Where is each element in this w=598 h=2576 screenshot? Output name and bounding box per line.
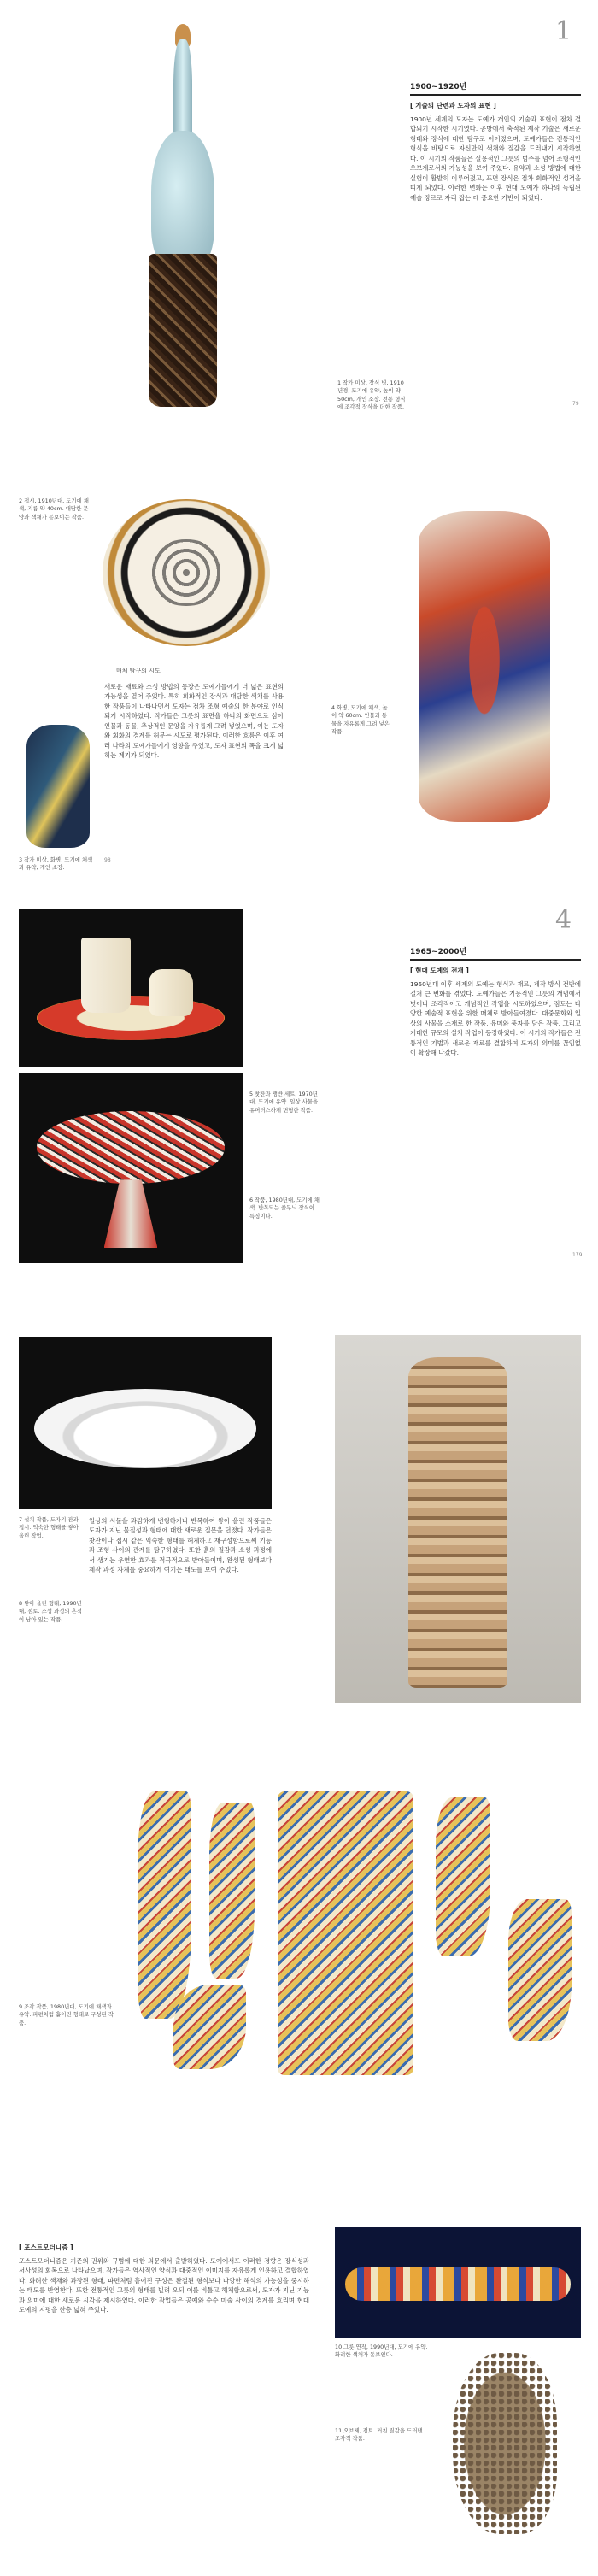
artwork-cups-installation bbox=[19, 1337, 272, 1509]
chapter-number: 4 bbox=[555, 905, 572, 935]
figure-caption: 11 오브제, 점토. 거친 질감을 드러낸 조각적 작품. bbox=[335, 2427, 423, 2443]
artwork-tall-vase bbox=[398, 504, 571, 829]
artwork-plate bbox=[96, 489, 277, 656]
chapter-number: 1 bbox=[555, 16, 572, 46]
artwork-pots-shelf bbox=[335, 2227, 581, 2338]
artwork-fragments bbox=[128, 1791, 581, 2075]
section-subheading: [ 포스트모더니즘 ] bbox=[19, 2244, 73, 2251]
page-number: 79 bbox=[572, 401, 579, 407]
figure-caption: 2 접시, 1910년대, 도기에 채색, 지름 약 40cm. 대담한 문양과 색채가 돋보이는 작품. bbox=[19, 497, 89, 520]
section-body: 포스트모더니즘은 기존의 권위와 규범에 대한 의문에서 출발하였다. 도예에서도 이러한 경향은 장식성과 서사성의 회복으로 나타났으며, 작가들은 역사적인 양식과 대중적인 이미지를 자유롭게 인용하고 결합하였다. 화려한 색채와 과장된 형태, 파편처럼 흩어진 구성은 완결된 형식보다 다양한 해석의 가능성을 중시하는 태도를 반영한다. 또한 전통적인 그릇의 형태를 빌려 오되 이를 비틀고 해체함으로써, 도자가 지닌 기능과 의미에 대한 새로운 시각을 제시하였다. 이러한 작업들은 공예와 순수 미술 사이의 경계를 흐리며 현대 도예의 지평을 한층 넓혀 주었다. bbox=[19, 2257, 309, 2314]
heading-rule bbox=[410, 94, 581, 96]
artwork-decorative-bottle bbox=[126, 24, 239, 407]
artwork-rough-object bbox=[432, 2345, 577, 2542]
section-body: 새로운 재료와 소성 방법의 등장은 도예가들에게 더 넓은 표현의 가능성을 열어 주었다. 특히 회화적인 장식과 대담한 색채를 사용한 작품들이 나타나면서 도자는 점차 조형 예술의 한 분야로 인식되기 시작하였다. 작가들은 그릇의 표면을 하나의 화면으로 삼아 인물과 동물, 추상적인 문양을 자유롭게 그려 넣었으며, 이는 도자와 회화의 경계를 허무는 시도로 평가된다. 이러한 흐름은 이후 여러 나라의 도예가들에게 영향을 주었고, 도자 표현의 폭을 크게 넓히는 계기가 되었다. bbox=[104, 683, 284, 760]
section-subheading: [ 기술의 단련과 도자의 표현 ] bbox=[410, 102, 496, 109]
section-heading: 1965~2000년 bbox=[410, 948, 467, 956]
figure-caption: 9 조각 작품, 1980년대, 도기에 채색과 유약. 파편처럼 흩어진 형태로 구성된 작품. bbox=[19, 2003, 114, 2026]
artwork-small-vase bbox=[19, 720, 97, 853]
figure-caption: 7 설치 작품, 도자기 잔과 접시. 익숙한 형태를 쌓아 올린 작업. bbox=[19, 1516, 79, 1539]
artwork-cup-tray bbox=[19, 909, 243, 1067]
heading-rule bbox=[410, 959, 581, 961]
section-body: 1960년대 이후 세계의 도예는 형식과 재료, 제작 방식 전반에 걸쳐 큰 변화를 겪었다. 도예가들은 기능적인 그릇의 개념에서 벗어나 조각적이고 개념적인 작업을 시도하였으며, 점토는 다양한 예술적 표현을 위한 매체로 받아들여졌다. 대중문화와 일상의 사물을 소재로 한 작품, 유머와 풍자를 담은 작품, 그리고 거대한 규모의 설치 작업이 등장하였다. 이 시기의 작가들은 전통적인 기법과 새로운 재료를 결합하여 도자의 의미를 끊임없이 확장해 나갔다. bbox=[410, 980, 581, 1057]
side-caption: 매체 탐구의 시도 bbox=[116, 668, 161, 674]
section-body: 일상의 사물을 과감하게 변형하거나 반복하여 쌓아 올린 작품들은 도자가 지닌 물질성과 형태에 대한 새로운 질문을 던졌다. 작가들은 찻잔이나 접시 같은 익숙한 형태를 해체하고 재구성함으로써 기능과 조형 사이의 관계를 탐구하였다. 또한 흙의 질감과 소성 과정에서 생기는 우연한 효과를 적극적으로 받아들이며, 완성된 형태보다 제작 과정 자체를 중요하게 여기는 태도를 보여 주었다. bbox=[89, 1517, 272, 1574]
section-subheading: [ 현대 도예의 전개 ] bbox=[410, 967, 469, 974]
page-number: 179 bbox=[572, 1252, 583, 1258]
artwork-striped-sculpture bbox=[19, 1073, 243, 1263]
figure-caption: 6 작품, 1980년대, 도기에 채색. 반복되는 줄무늬 장식이 특징이다. bbox=[249, 1197, 320, 1220]
page-number: 98 bbox=[104, 857, 111, 863]
figure-caption: 1 작가 미상, 장식 병, 1910년경, 도기에 유약, 높이 약 50cm, 개인 소장. 전통 형식에 조각적 장식을 더한 작품. bbox=[337, 379, 406, 410]
section-heading: 1900~1920년 bbox=[410, 83, 467, 91]
figure-caption: 10 그릇 연작, 1990년대, 도기에 유약. 화려한 색채가 돋보인다. bbox=[335, 2344, 428, 2359]
section-body: 1900년 세계의 도자는 도예가 개인의 기술과 표현이 점차 결합되기 시작한 시기였다. 공방에서 축적된 제작 기술은 새로운 형태와 장식에 대한 탐구로 이어졌으며, 도예가들은 전통적인 형식을 바탕으로 자신만의 색채와 질감을 드러내기 시작하였다. 이 시기의 작품들은 실용적인 그릇의 범주를 넘어 조형적인 오브제로서의 가능성을 보여 주었다. 유약과 소성 방법에 대한 실험이 활발히 이루어졌고, 표면 장식은 점차 회화적인 성격을 띠게 되었다. 이러한 변화는 이후 현대 도예가 하나의 독립된 예술 장르로 자리 잡는 데 중요한 기반이 되었다. bbox=[410, 115, 581, 202]
figure-caption: 4 화병, 도기에 채색, 높이 약 60cm. 인물과 동물을 자유롭게 그려 넣은 작품. bbox=[331, 704, 390, 735]
figure-caption: 3 작가 미상, 화병, 도기에 채색과 유약, 개인 소장. bbox=[19, 856, 93, 872]
figure-caption: 5 찻잔과 쟁반 세트, 1970년대, 도기에 유약. 일상 사물을 유머러스하게 변형한 작품. bbox=[249, 1091, 319, 1114]
artwork-stacked-form bbox=[335, 1335, 581, 1703]
figure-caption: 8 쌓아 올린 형태, 1990년대, 점토. 소성 과정의 흔적이 남아 있는 작품. bbox=[19, 1600, 82, 1623]
